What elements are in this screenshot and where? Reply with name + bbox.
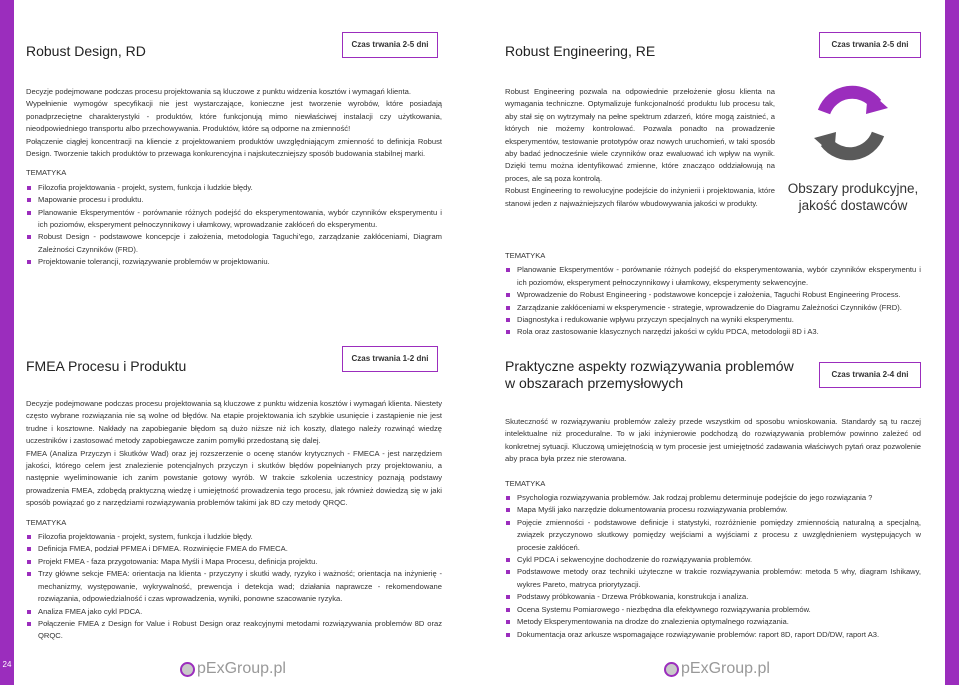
robust-design-body xyxy=(26,86,442,269)
topic-item: Mapowanie procesu i produktu. xyxy=(26,194,442,206)
robust-engineering-topics xyxy=(505,243,921,339)
topic-item: Projektowanie tolerancji, rozwiązywanie problemów w projektowaniu. xyxy=(26,256,442,268)
topic-item: Filozofia projektowania - projekt, system, funkcja i ludzkie błędy. xyxy=(26,531,442,543)
opexgroup-logo-left xyxy=(180,660,286,678)
topic-item: Mapa Myśli jako narzędzie dokumentowania procesu rozwiązywania problemów. xyxy=(505,504,921,516)
topic-item: Dokumentacja oraz arkusze wspomagające rozwiązywanie problemów: raport 8D, raport DD/DW, raport A3. xyxy=(505,629,921,641)
topic-item: Analiza FMEA jako cykl PDCA. xyxy=(26,606,442,618)
topic-item: Podstawowe metody oraz techniki użyteczne w trakcie rozwiązywania problemów: metoda 5 why, diagram Ishikawy, wykres Pareto, matryca priorytyzacji. xyxy=(505,566,921,591)
robust-design-duration-badge: Czas trwania 2-5 dni xyxy=(342,32,438,58)
fmea-title: FMEA Procesu i Produktu xyxy=(26,358,187,374)
cycle-caption: Obszary produkcyjne, jakość dostawców xyxy=(787,181,919,213)
topic-item: Psychologia rozwiązywania problemów. Jak rodzaj problemu determinuje podejście do jego rozwiązania ? xyxy=(505,492,921,504)
robust-engineering-title: Robust Engineering, RE xyxy=(505,43,656,59)
topics-heading: TEMATYKA xyxy=(26,168,67,178)
topics-heading: TEMATYKA xyxy=(26,517,67,527)
logo-o-icon xyxy=(180,662,195,677)
topic-item: Rola oraz zastosowanie klasycznych narzędzi jakości w cyklu PDCA, metodologii 8D i A3. xyxy=(505,326,921,338)
logo-o-icon xyxy=(664,662,679,677)
topic-item: Diagnostyka i redukowanie wpływu przyczyn specjalnych na wyniki eksperymentu. xyxy=(505,314,921,326)
fmea-duration-badge: Czas trwania 1-2 dni xyxy=(342,346,438,372)
paragraph: FMEA (Analiza Przyczyn i Skutków Wad) oraz jej rozszerzenie o ocenę stanów krytycznych - FMECA - jest narzędziem jakości, którego celem jest znalezienie potencjalnych przyczyn i skutków błędów popełnianych przy projektowaniu, a następnie wyeliminowanie ich zanim powstanie gotowy wyrób. W trakcie szkolenia uczestnicy poznają podstawy prowadzenia FMEA, zdobędą praktyczną wiedzę i umiejętność prowadzenia tego procesu, jak również dowiedzą się w jaki sposób powiązać go z narzędziami rozwiązywania problemów takimi jak 8D czy metody QRQC. xyxy=(26,448,442,508)
opexgroup-logo-right xyxy=(664,660,770,678)
topic-item: Metody Eksperymentowania na drodze do znalezienia optymalnego rozwiązania. xyxy=(505,616,921,628)
practical-body xyxy=(505,416,921,641)
left-accent-bar xyxy=(0,0,14,685)
topic-item: Robust Design - podstawowe koncepcje i założenia, metodologia Taguchi'ego, zarządzanie zakłóceniami, Diagram Zależności Czynników (FRD). xyxy=(26,231,442,256)
topic-item: Pojęcie zmienności - podstawowe definicje i statystyki, rozróżnienie pomiędzy zmiennością naturalną a specjalną, związek przyczynowo skutkowy pomiędzy wejściami a wyjściami z procesu z uwzględnieniem występujących w procesie zakłóceń. xyxy=(505,517,921,554)
paragraph: Robust Engineering pozwala na odpowiednie przełożenie głosu klienta na wymagania techniczne. Optymalizuje funkcjonalność produktu lub procesu tak, aby stał się on wytrzymały na pełne spektrum zdarzeń, które mogą zaistnieć, a których nie możemy kontrolować. Pozwala ponadto na prowadzenie eksperymentów, testowanie prototypów oraz nowych uruchomień, w taki sposób aby badać jednocześnie wiele czynników oraz ewaluować ich wpływ na wynik. Dzięki temu można identyfikować zmienne, które znacząco oddziałowują na proces, ale są poza kontrolą. xyxy=(505,87,775,183)
topics-heading: TEMATYKA xyxy=(505,251,546,260)
robust-design-title: Robust Design, RD xyxy=(26,43,146,59)
paragraph: Wypełnienie wymogów specyfikacji nie jest wystarczające, konieczne jest tworzenie wyrobów, które posiadają ponadprzeciętne charakterystyki - produktów, które funkcjonują mimo niewłaściwej instalacji czy użytkowania, nieodpowiedniego transportu albo przechowywania. Produktów, które są odporne na zmienność! xyxy=(26,99,442,134)
page-number: 24 xyxy=(2,660,12,669)
paragraph: Robust Engineering to rewolucyjne podejście do inżynierii i projektowania, które stanowi jeden z najważniejszych filarów wbudowywania jakości w produkty. xyxy=(505,186,775,208)
topic-item: Wprowadzenie do Robust Engineering - podstawowe koncepcje i założenia, Taguchi Robust Engineering Process. xyxy=(505,289,921,301)
paragraph: Połączenie ciągłej koncentracji na kliencie z projektowaniem produktów uwzględniającym zmienność to definicja Robust Design. Tworzenie takich produktów to przewaga konkurencyjna i najskuteczniejszy sposób budowania stabilnej marki. xyxy=(26,136,442,159)
topics-heading: TEMATYKA xyxy=(505,478,546,488)
paragraph: Decyzje podejmowane podczas procesu projektowania są kluczowe z punktu widzenia kosztów i wymagań klienta. Niestety często wybrane rozwiązania nie są wolne od błędów. Na etapie projektowania ich szybkie usunięcie i zastąpienie nie jest trudne i kosztowne. Nakłady na zapobieganie błędom są dużo niższe niż ich koszty, dlatego należy rozwinąć wiedzę uczestników i zastosować metody zapobiegawcze zanim pomyłki przedostaną się dalej. xyxy=(26,399,442,446)
topic-item: Definicja FMEA, podział PFMEA i DFMEA. Rozwinięcie FMEA do FMECA. xyxy=(26,543,442,555)
logo-text: pExGroup.pl xyxy=(681,660,770,677)
cycle-arrows-icon xyxy=(810,82,892,164)
topic-item: Cykl PDCA i sekwencyjne dochodzenie do rozwiązywania problemów. xyxy=(505,554,921,566)
practical-title-line2: w obszarach przemysłowych xyxy=(505,374,684,391)
topic-item: Ocena Systemu Pomiarowego - niezbędna dla efektywnego rozwiązywania problemów. xyxy=(505,604,921,616)
topic-item: Połączenie FMEA z Design for Value i Robust Design oraz reakcyjnymi metodami rozwiązywania problemów 8D oraz QRQC. xyxy=(26,618,442,643)
topics-list xyxy=(26,531,442,643)
topic-item: Filozofia projektowania - projekt, system, funkcja i ludzkie błędy. xyxy=(26,182,442,194)
topic-item: Zarządzanie zakłóceniami w eksperymencie - strategie, wprowadzenie do Diagramu Zależności Czynników (FRD). xyxy=(505,302,921,314)
topic-item: Podstawy próbkowania - Drzewa Próbkowania, konstrukcja i analiza. xyxy=(505,591,921,603)
robust-engineering-body xyxy=(505,86,775,210)
topics-list xyxy=(505,492,921,641)
robust-engineering-duration-badge: Czas trwania 2-5 dni xyxy=(819,32,921,58)
practical-title xyxy=(505,358,794,392)
topic-item: Planowanie Eksperymentów - porównanie różnych podejść do eksperymentowania, wybór czynników eksperymentu i ich poziomów, eksperyment pełnoczynnikowy i ułamkowy, wprowadzanie zakłóceń do eksperymentu. xyxy=(26,207,442,232)
topics-list xyxy=(505,264,921,338)
topic-item: Projekt FMEA - faza przygotowania: Mapa Myśli i Mapa Procesu, definicja projektu. xyxy=(26,556,442,568)
topic-item: Planowanie Eksperymentów - porównanie różnych podejść do eksperymentowania, wybór czynników eksperymentu i ich poziomów, eksperyment pełnoczynnikowy i ułamkowy, eksperymenty sekwencyjne. xyxy=(505,264,921,289)
topics-list xyxy=(26,182,442,269)
topic-item: Trzy główne sekcje FMEA: orientacja na klienta - przyczyny i skutki wady, ryzyko i ważność; orientacja na inżynierię - mechanizmy, występowanie, wykrywalność, prewencja i detekcja wad; działania naprawcze - rekomendowane rozwiązania, odpowiedzialność i czas wprowadzenia, wyniki, ponowne szacowanie ryzyka. xyxy=(26,568,442,605)
logo-text: pExGroup.pl xyxy=(197,660,286,677)
paragraph: Skuteczność w rozwiązywaniu problemów zależy przede wszystkim od sposobu wnioskowania. Standardy są tu raczej intelektualne niż proceduralne. To w jaki inżynierowie podchodzą do rozwiązywania problemów powinno zależeć od konkretnej sytuacji. Kluczową umiejętnością w tym procesie jest umiejętność zadawania właściwych pytań oraz pozwolenie aby praca była przez nie sterowana. xyxy=(505,417,921,464)
paragraph: Decyzje podejmowane podczas procesu projektowania są kluczowe z punktu widzenia kosztów i wymagań klienta. xyxy=(26,87,411,96)
practical-duration-badge: Czas trwania 2-4 dni xyxy=(819,362,921,388)
fmea-body xyxy=(26,398,442,643)
practical-title-line1: Praktyczne aspekty rozwiązywania problemów xyxy=(505,358,794,374)
right-accent-bar xyxy=(945,0,959,685)
